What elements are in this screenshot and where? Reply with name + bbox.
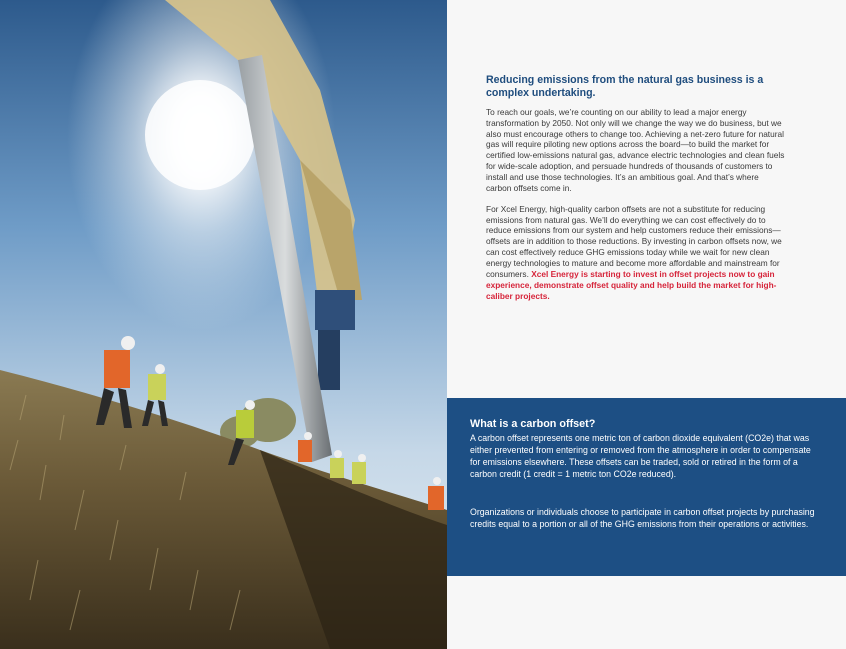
article-paragraph-2-text: For Xcel Energy, high-quality carbon offsets are not a substitute for reducing emissions from natural gas. We’ll do everything we can cost effectively do to reduce emissions from our system and help customers reduce their emissions—offsets are in addition to those reductions. By investing in carbon offsets now, we can cost effectively reduce GHG emissions today while we wait for new clean energy technologies to mature and become more affordable and mainstream for consumers. (486, 203, 782, 279)
article-highlight: Xcel Energy is starting to invest in offset projects now to gain experience, demonstrate offset quality and help build the market for high-caliber projects. (486, 268, 777, 301)
article (486, 74, 786, 311)
carbon-offset-callout (447, 398, 846, 576)
callout-paragraph-1: A carbon offset represents one metric ton of carbon dioxide equivalent (CO2e) that was either prevented from entering or removed from the atmosphere in order to compensate for emissions elsewhere. These offsets can be traded, sold or retired in the form of a carbon credit (1 credit = 1 metric ton CO2e reduced). (470, 433, 811, 480)
article-paragraph-2 (486, 204, 786, 302)
article-paragraph-1: To reach our goals, we’re counting on our ability to lead a major energy transformation by 2050. Not only will we change the way we do business, but we also must encourage others to change too. Achieving a net-zero future for natural gas will require piloting new options across the board—to build the market for certified low-emissions natural gas, advance electric technologies and clean fuels for wide-scale adoption, and persuade hundreds of thousands of customers to install and use those technologies. It’s an ambitious goal. And that’s where carbon offsets come in. (486, 106, 785, 193)
callout-paragraph-2: Organizations or individuals choose to participate in carbon offset projects by purchasing credits equal to a portion or all of the GHG emissions from their operations or activities. (470, 507, 815, 530)
callout-title: What is a carbon offset? (470, 418, 596, 430)
article-heading: Reducing emissions from the natural gas business is a complex undertaking. (486, 74, 764, 99)
sun (145, 80, 255, 190)
